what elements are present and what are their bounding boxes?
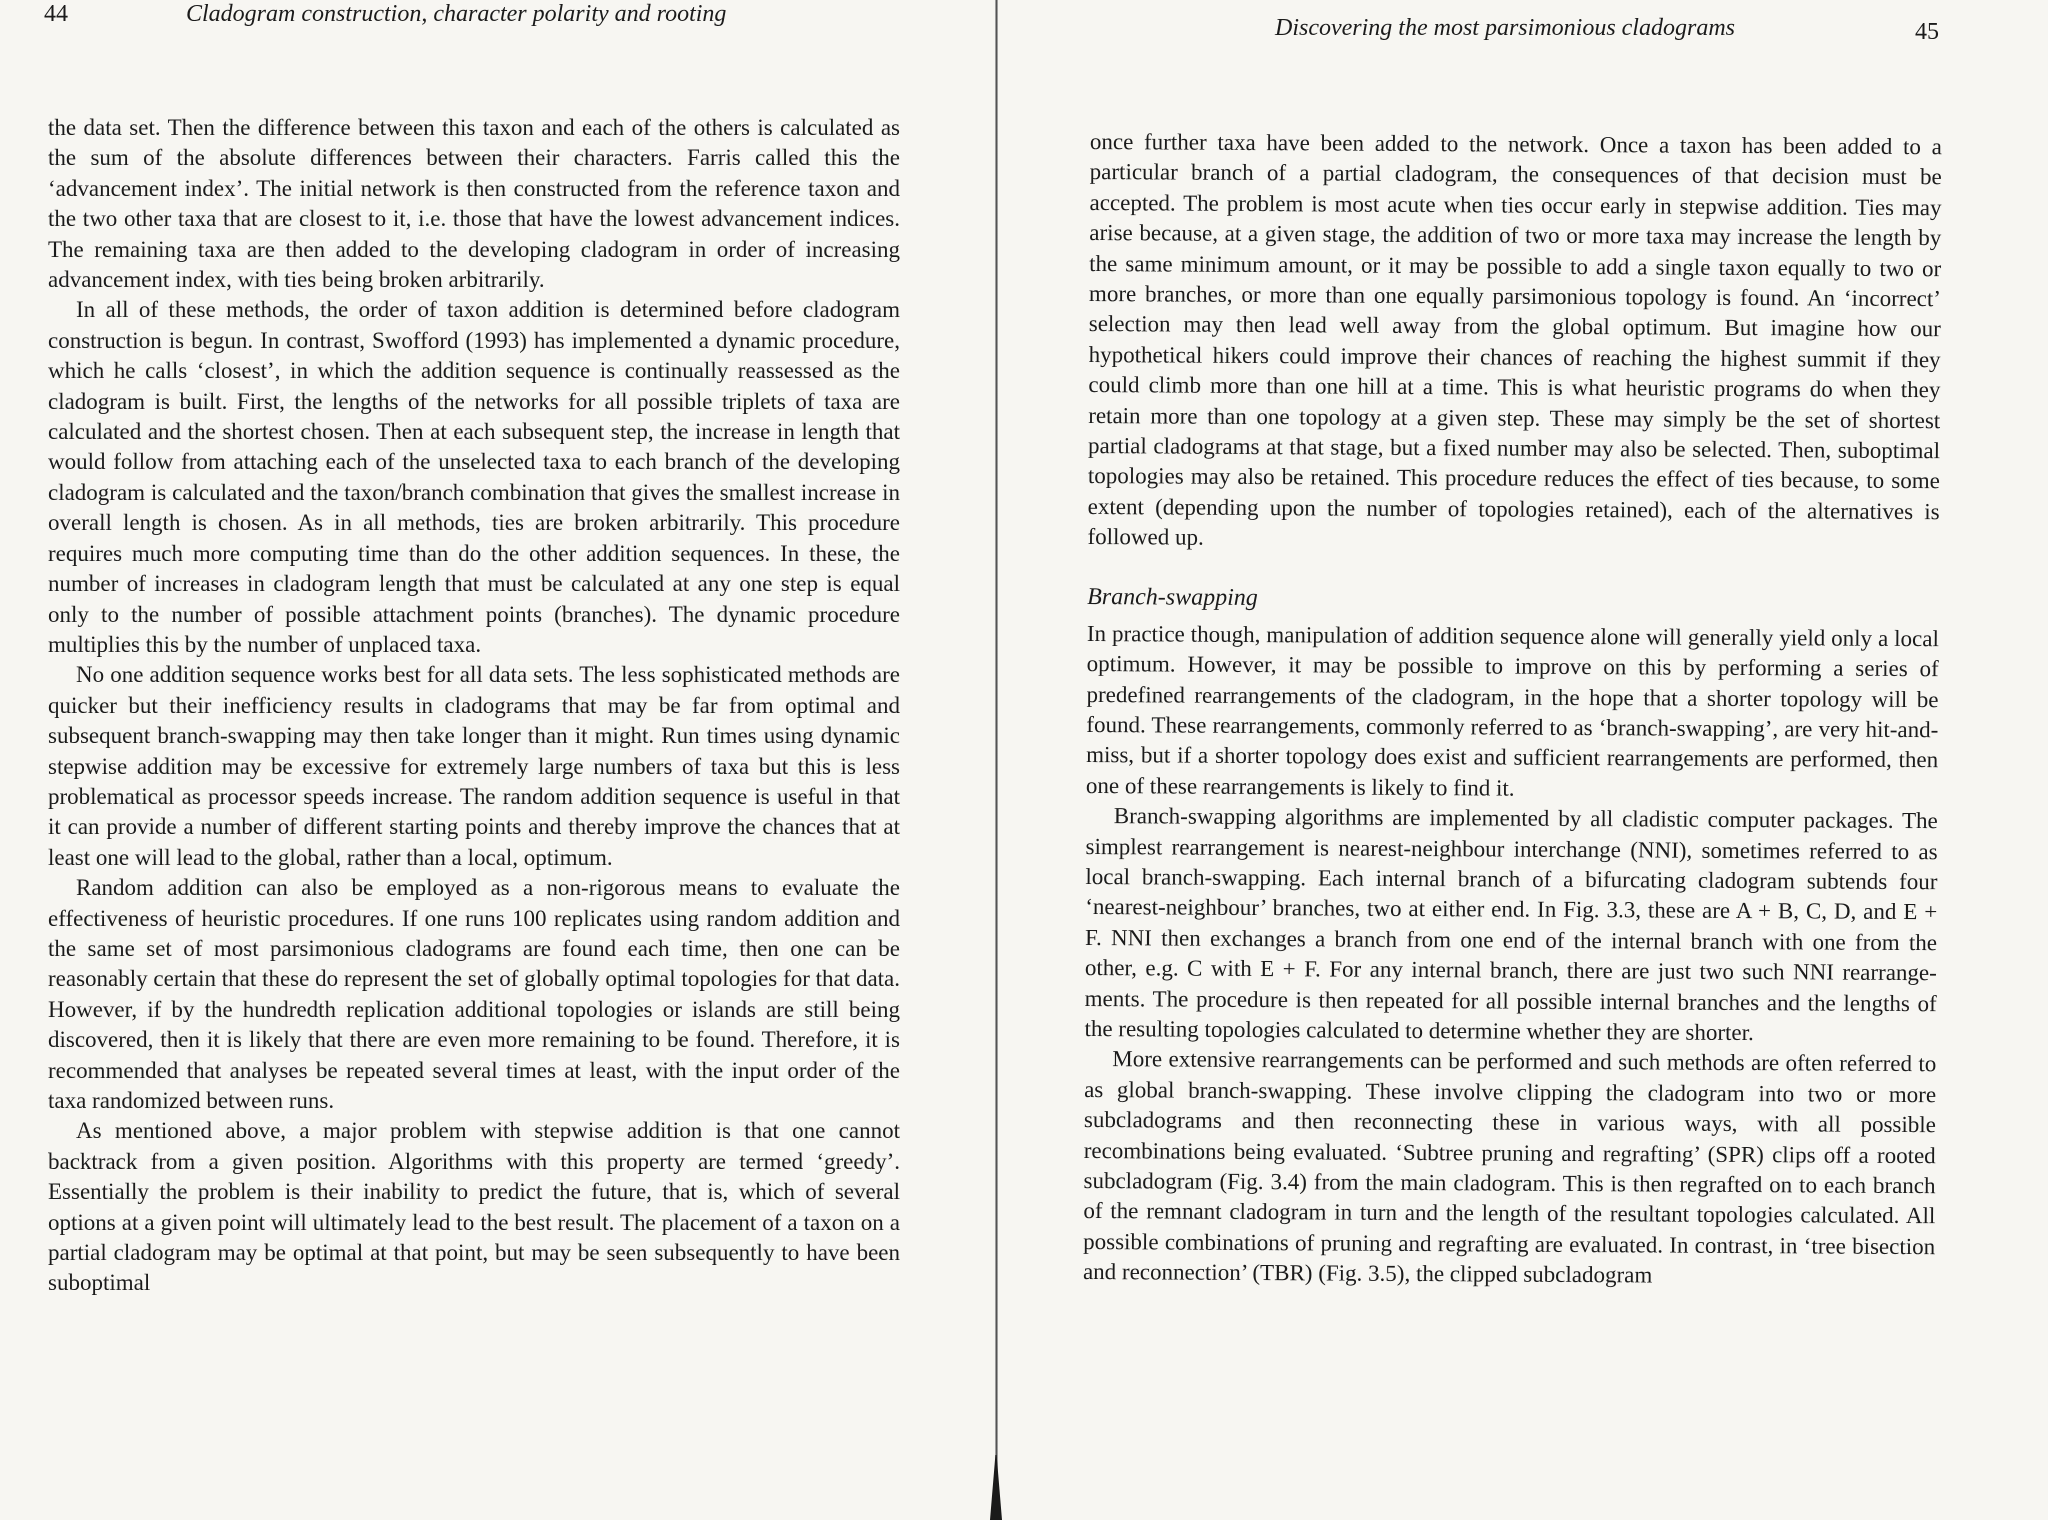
left-page-number: 44 xyxy=(44,1,68,27)
left-paragraph: As mentioned above, a major problem with stepwise addition is that one cannot backtrack from a given position. Algorithms with this property are termed ‘greedy’. Essentially the problem is their inability to predict the future, that is, which of several options at a given point will ultimately lead to the best result. The placement of a taxon on a partial cladogram may be optimal at that point, but may be seen subsequently to have been suboptimal xyxy=(48,1118,900,1296)
right-body-text xyxy=(1083,127,1942,1293)
left-paragraph: the data set. Then the difference between this taxon and each of the others is calculated as the sum of the absolute differences between their characters. Farris called this the ‘advancement index’. The initial network is then constructed from the reference taxon and the two other taxa that are closest to it, i.e. those that have the lowest advancement indices. The remaining taxa are then added to the developing cladogram in order of increasing advancement index, with ties being broken arbitrarily. xyxy=(48,115,900,293)
left-body-text xyxy=(48,113,900,1299)
left-paragraph: Random addition can also be employed as a non-rigorous means to evaluate the effectiveness of heuristic procedures. If one runs 100 replicates using random addition and the same set of most parsimonious cladograms are found each time, then one can be reasonably certain that these do represent the set of globally optimal topologies for that data. However, if by the hundredth replication additional topologies or islands are still being discovered, then it is likely that there are even more remaining to be found. Therefore, it is recommended that analyses be repeated several times at least, with the input order of the taxa randomized between runs. xyxy=(48,875,900,1113)
right-paragraph: More extensive rearrangements can be performed and such methods are often referred to as global branch-swapping. These involve clipping the cladogram into two or more subcladograms and then reconnecting these in various ways, with all possible recombinations being evaluated. ‘Subtree pruning and regrafting’ (SPR) clips off a rooted subcladogram (Fig. 3.4) from the main cladogram. This is then regrafted on to each branch of the remnant cladogram in turn and the length of the resultant topologies calculated. All possible combinations of pruning and regrafting are evaluated. In contrast, in ‘tree bisection and reconnection’ (TBR) (Fig. 3.5), the clipped subcladogram xyxy=(1082,1046,1937,1288)
section-heading: Branch-swapping xyxy=(1087,583,1258,611)
left-running-title: Cladogram construction, character polarity and rooting xyxy=(186,1,727,27)
left-paragraph: In all of these methods, the order of taxon addition is determined before cladogram construction is begun. In contrast, Swofford (1993) has implemented a dynamic procedure, which he calls ‘closest’, in which the addition sequence is continually reassessed as the cladogram is built. First, the lengths of the networks for all possible triplets of taxa are calculated and the shortest chosen. Then at each subsequent step, the increase in length that would follow from attaching each of the unselected taxa to each branch of the developing cladogram is calculated and the taxon/branch combination that gives the smallest increase in overall length is chosen. As in all methods, ties are broken arbitrarily. This procedure requires much more computing time than do the other addition sequences. In these, the number of increases in cladogram length that must be calculated at any one step is equal only to the number of possible attachment points (branches). The dynamic procedure multiplies this by the number of unplaced taxa. xyxy=(48,297,900,657)
right-page-number: 45 xyxy=(1915,19,1939,45)
book-gutter xyxy=(995,0,998,1520)
right-page xyxy=(1020,0,2048,1520)
right-paragraph: Branch-swapping algorithms are implemented by all cladistic computer packages. The simplest rearrangement is nearest-neighbour interchange (NNI), sometimes referred to as local branch-swapping. Each internal branch of a bifurcating cladogram subtends four ‘nearest-neighbour’ branches, two at either end. In Fig. 3.3, these are A + B, C, D, and E + F. NNI then exchanges a branch from one end of the internal branch with one from the other, e.g. C with E + F. For any internal branch, there are just two such NNI rearrangements. The procedure is then repeated for all possible internal branches and the lengths of the resulting topologies calculated to determine whether they are shorter. xyxy=(1084,803,1938,1046)
left-paragraph: No one addition sequence works best for all data sets. The less sophisticated methods are quicker but their inefficiency results in cladograms that may be far from optimal and subsequent branch-swapping may then take longer than it might. Run times using dynamic stepwise addition may be excessive for extremely large numbers of taxa but this is less problematical as processor speeds increase. The random addition sequence is useful in that it can provide a number of different starting points and thereby improve the chances that at least one will lead to the global, rather than a local, optimum. xyxy=(48,662,900,870)
right-paragraph: once further taxa have been added to the network. Once a taxon has been added to a particular branch of a partial cladogram, the consequences of that decision must be accepted. The problem is most acute when ties occur early in stepwise addition. Ties may arise because, at a given stage, the addition of two or more taxa may increase the length by the same minimum amount, or it may be possible to add a single taxon equally to two or more branches, or more than one equally parsimonious topology is found. An ‘incorrect’ selection may then lead well away from the global optimum. But imagine how our hypothetical hikers could improve their chances of reaching the highest summit if they could climb more than one hill at a time. This is what heuristic programs do when they retain more than one topology at a given step. These may simply be the set of shortest partial cladograms at that stage, but a fixed number may also be selected. Then, suboptimal topologies may also be retained. This procedure reduces the effect of ties because, to some extent (depending upon the number of topologies retained), each of the alternatives is followed up. xyxy=(1087,128,1942,550)
left-page xyxy=(0,0,1000,1520)
right-running-title: Discovering the most parsimonious cladograms xyxy=(1275,15,1735,41)
right-paragraph: In practice though, manipulation of addition sequence alone will generally yield only a local optimum. However, it may be possible to improve on this by performing a series of predefined rearrangements of the cladogram, in the hope that a shorter topology will be found. These rearrangements, commonly referred to as ‘branch-swapping’, are very hit-and-miss, but if a shorter topology does exist and sufficient rearrangements are performed, then one of these rearrangements is likely to find it. xyxy=(1085,620,1939,801)
